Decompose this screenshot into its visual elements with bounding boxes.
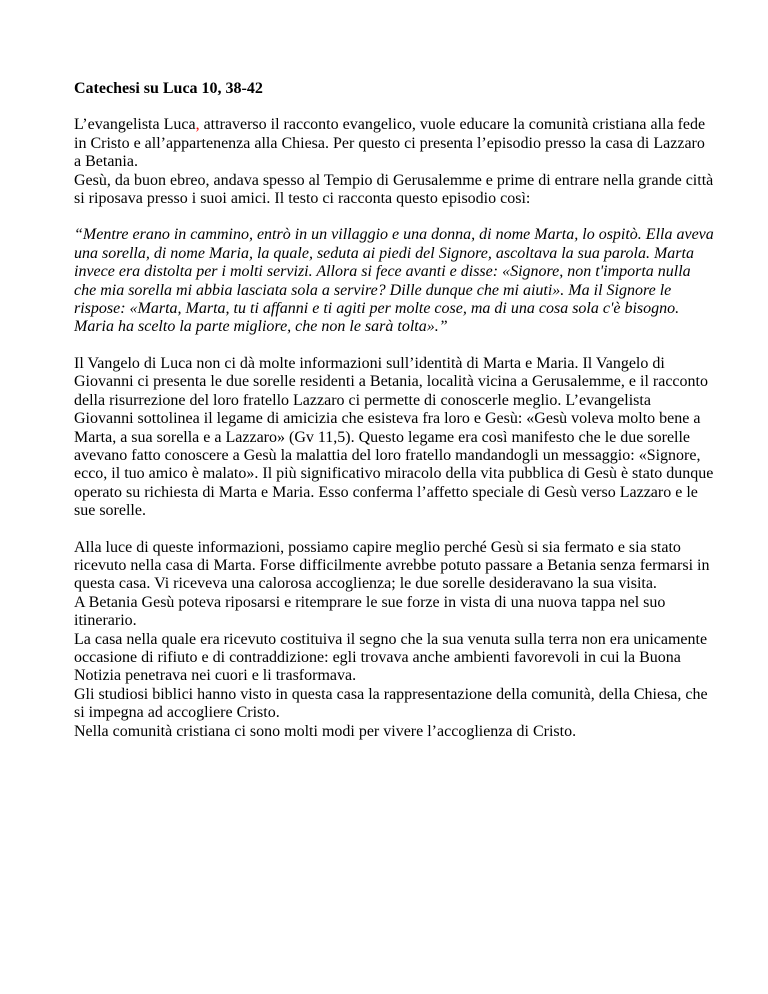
paragraph-scholars: Gli studiosi biblici hanno visto in questa casa la rappresentazione della comunità, della Chiesa, che si impegna ad accogliere Cristo. [74, 685, 708, 722]
paragraph-identity: Il Vangelo di Luca non ci dà molte informazioni sull’identità di Marta e Maria. Il Vangelo di Giovanni ci presenta le due sorelle residenti a Betania, località vicina a Gerusalemme, e il racconto della risurrezione del loro fratello Lazzaro ci permette di conoscerle meglio. L’evangelista Giovanni sottolinea il legame di amicizia che esisteva fra loro e Gesù: «Gesù voleva molto bene a Marta, a sua sorella e a Lazzaro» (Gv 11,5). Questo legame era così manifesto che le due sorelle avevano fatto conoscere a Gesù la malattia del loro fratello mandandogli un messaggio: «Signore, ecco, il tuo amico è malato». Il più significativo miracolo della vita pubblica di Gesù è stato dunque operato su richiesta di Marta e Maria. Esso conferma l’affetto speciale di Gesù verso Lazzaro e le sue sorelle. [74, 354, 714, 520]
paragraph-rest: A Betania Gesù poteva riposarsi e ritemprare le sue forze in vista di una nuova tappa nel suo itinerario. [74, 593, 666, 630]
paragraph-intro-rest: attraverso il racconto evangelico, vuole educare la comunità cristiana alla fede in Cristo e all’appartenenza alla Chiesa. Per questo ci presenta l’episodio presso la casa di Lazzaro a Betania. [74, 116, 706, 171]
document-title: Catechesi su Luca 10, 38-42 [74, 80, 263, 97]
highlighted-comma: , [195, 116, 200, 134]
paragraph-intro [74, 116, 714, 171]
paragraph-context: Gesù, da buon ebreo, andava spesso al Tempio di Gerusalemme e prime di entrare nella grande città si riposava presso i suoi amici. Il testo ci racconta questo episodio così: [74, 171, 714, 208]
paragraph-house: La casa nella quale era ricevuto costituiva il segno che la sua venuta sulla terra non era unicamente occasione di rifiuto e di contraddizione: egli trovava anche ambienti favorevoli in cui la Buona Notizia penetrava nei cuori e li trasformava. [74, 630, 708, 685]
paragraph-community: Nella comunità cristiana ci sono molti modi per vivere l’accoglienza di Cristo. [74, 722, 577, 740]
paragraph-intro-start: L’evangelista Luca [74, 116, 196, 134]
gospel-quote: “Mentre erano in cammino, entrò in un villaggio e una donna, di nome Marta, lo ospitò. Ella aveva una sorella, di nome Maria, la quale, seduta ai piedi del Signore, ascoltava la sua parola. Marta invece era distolta per i molti servizi. Allora si fece avanti e disse: «Signore, non t'importa nulla che mia sorella mi abbia lasciata sola a servire? Dille dunque che mi aiuti». Ma il Signore le rispose: «Marta, Marta, tu ti affanni e ti agiti per molte cose, ma di una cosa sola c'è bisogno. Maria ha scelto la parte migliore, che non le sarà tolta».” [74, 226, 714, 336]
document-page [74, 80, 714, 741]
paragraph-light: Alla luce di queste informazioni, possiamo capire meglio perché Gesù si sia fermato e sia stato ricevuto nella casa di Marta. Forse difficilmente avrebbe potuto passare a Betania senza fermarsi in questa casa. Vi riceveva una calorosa accoglienza; le due sorelle desideravano la sua visita. [74, 538, 710, 593]
